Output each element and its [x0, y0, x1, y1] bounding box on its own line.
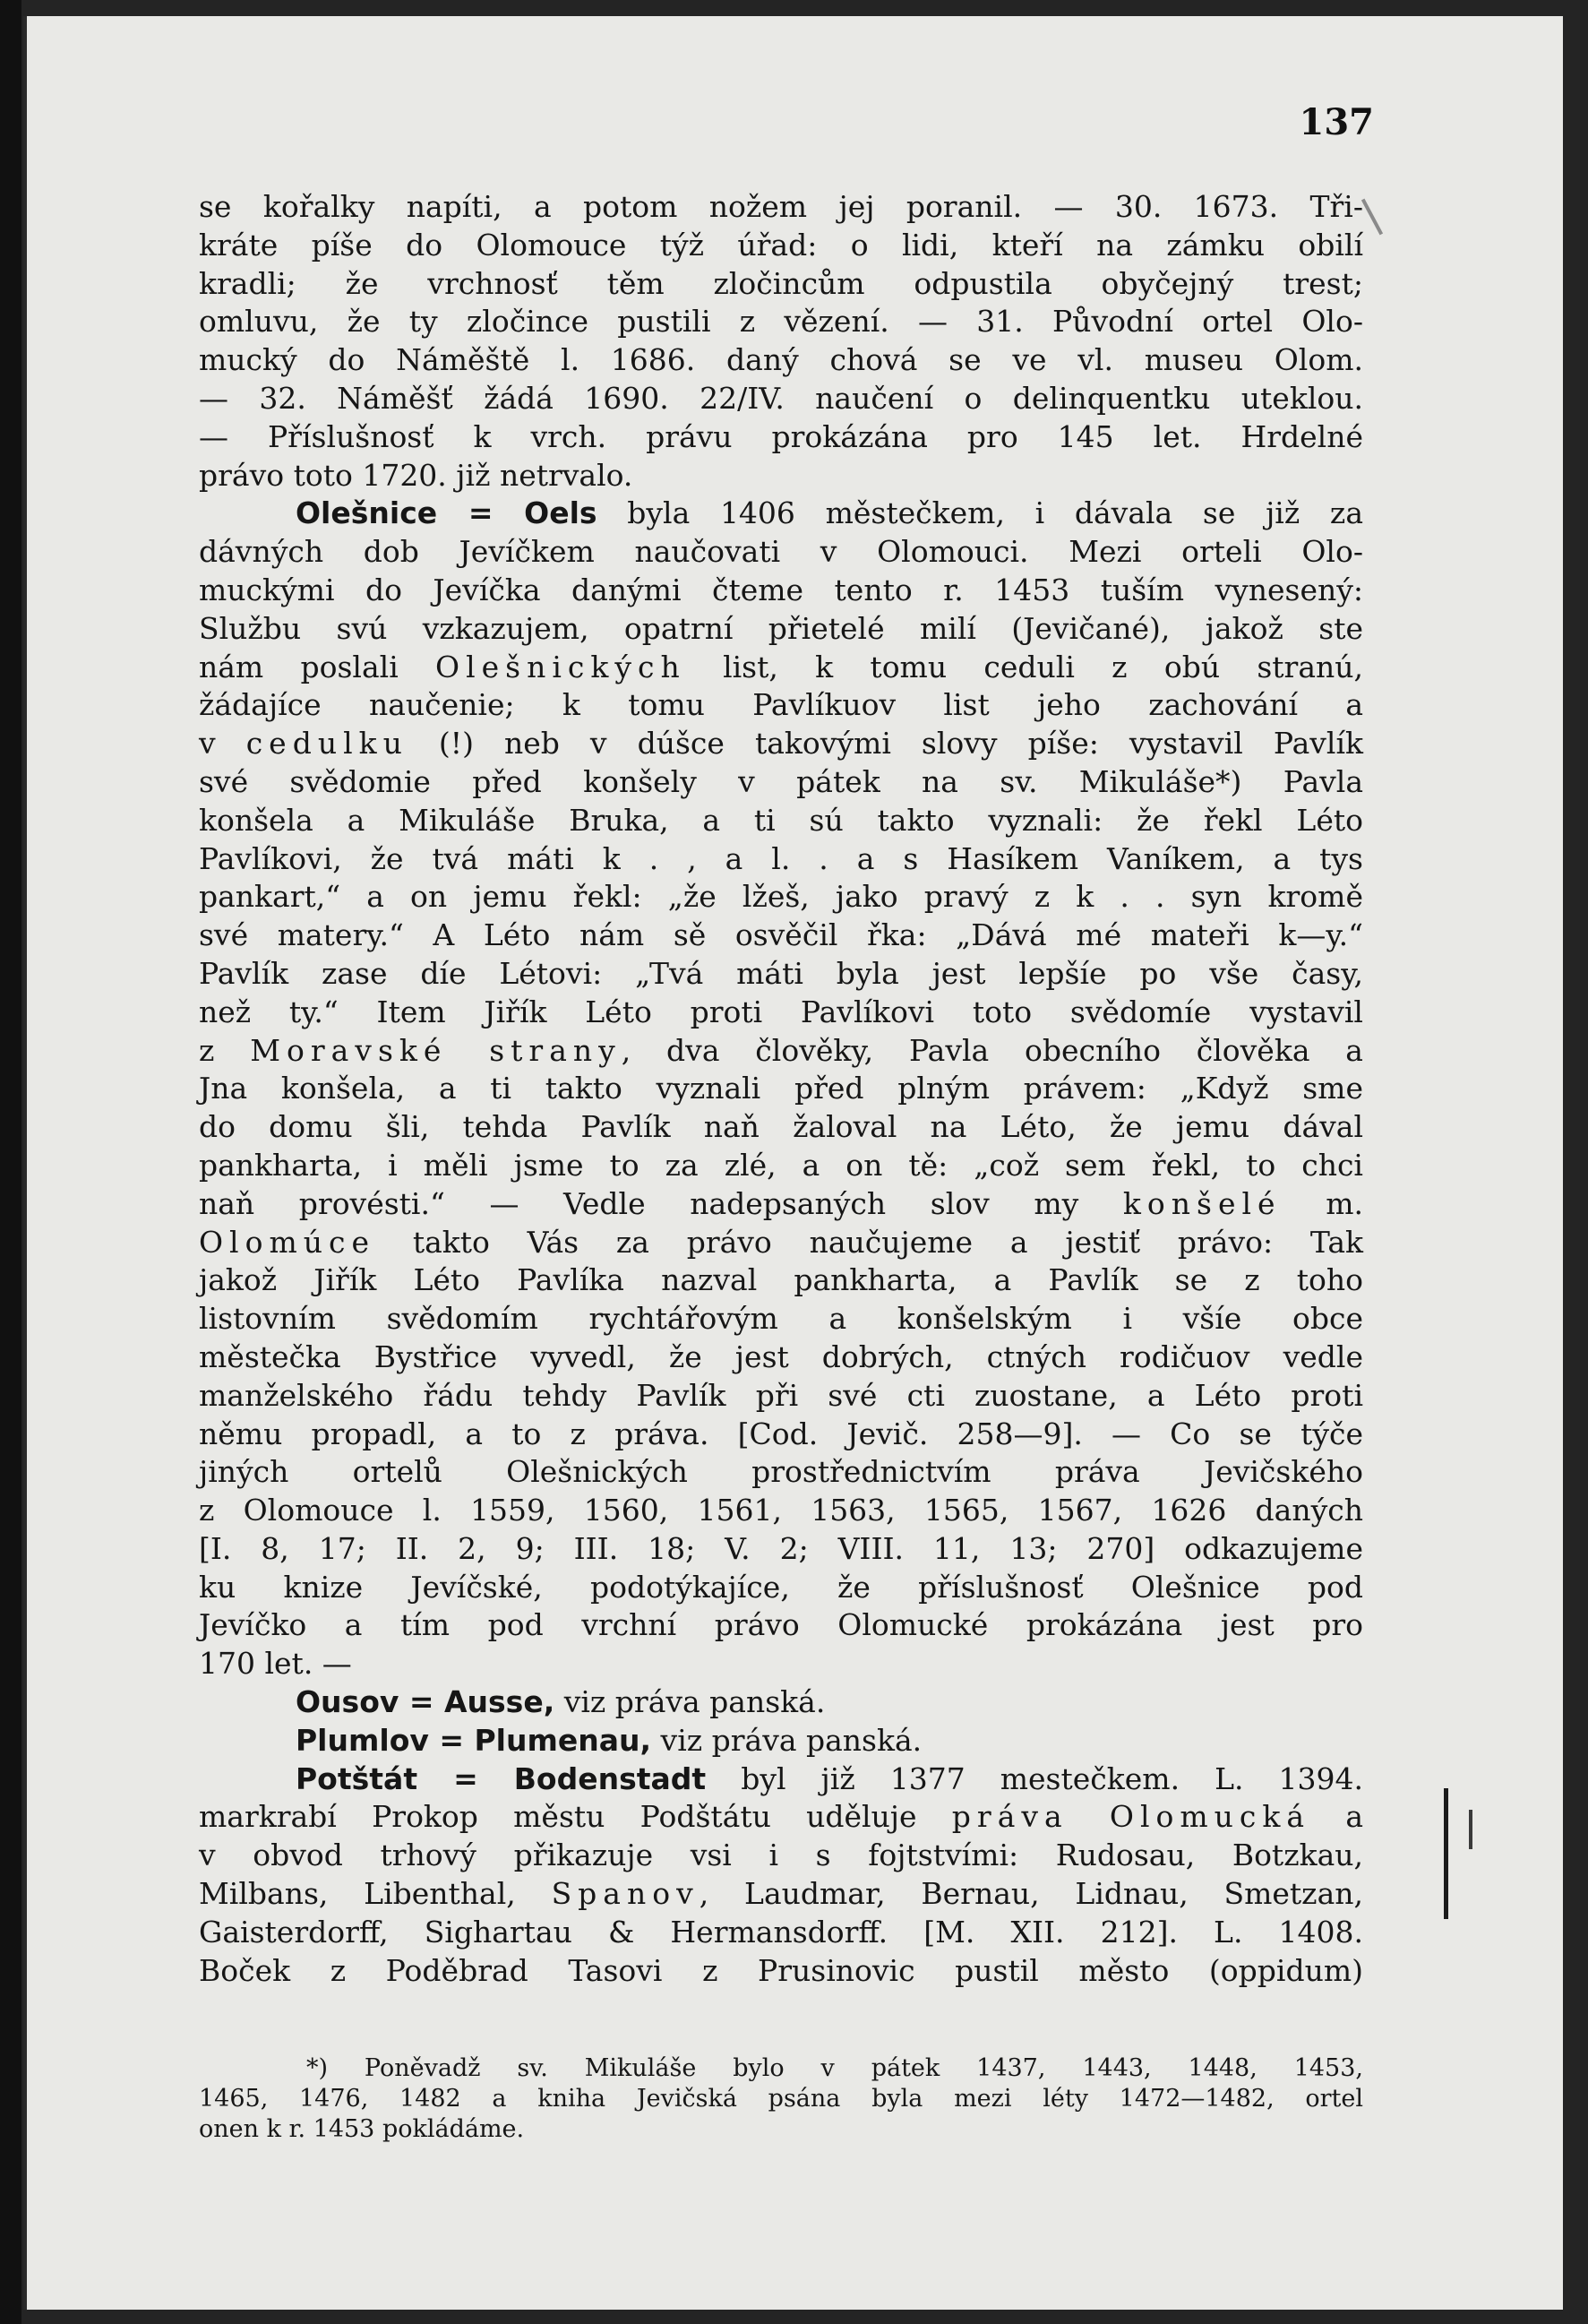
- text-line: pankharta, i měli jsme to za zlé, a on tě: „což sem řekl, to chci: [199, 1147, 1363, 1183]
- text-line: kradli; že vrchnosť těm zločincům odpustila obyčejný trest;: [199, 265, 1363, 301]
- text-line: jiných ortelů Olešnických prostřednictvím práva Jevičského: [199, 1454, 1363, 1490]
- text-line: [199, 725, 1363, 763]
- text-line: [199, 1185, 1363, 1224]
- text-line: Jevíčko a tím pod vrchní právo Olomucké prokázána jest pro: [199, 1607, 1363, 1643]
- text-line: v obvod trhový přikazuje vsi i s fojtstvími: Rudosau, Botzkau,: [199, 1838, 1363, 1873]
- text-fragment: nám poslali: [199, 649, 436, 684]
- text-line: omluvu, že ty zločince pustili z vězení. — 31. Původní ortel Olo-: [199, 304, 1363, 340]
- text-line: pankart,“ a on jemu řekl: „že lžeš, jako pravý z k . . syn kromě: [199, 879, 1363, 915]
- text-line: listovním svědomím rychtářovým a konšelským i všíe obce: [199, 1301, 1363, 1337]
- footnote: [199, 2053, 1363, 2145]
- text-line: dávných dob Jevíčkem naučovati v Olomouci. Mezi orteli Olo-: [199, 534, 1363, 570]
- spaced-text: Spanov: [551, 1876, 700, 1912]
- text-line: [199, 1032, 1363, 1071]
- entry-potstat: [199, 1760, 1363, 1799]
- text-fragment: markrabí Prokop městu Podštátu uděluje: [199, 1799, 952, 1835]
- text-line: [199, 649, 1363, 687]
- footnote-line: 1465, 1476, 1482 a kniha Jevičská psána byla mezi léty 1472—1482, ortel: [199, 2085, 1363, 2113]
- margin-mark: [1444, 1788, 1448, 1919]
- text-fragment: (!) neb v dúšce takovými slovy píše: vystavil Pavlík: [408, 726, 1363, 762]
- entry-plumlov: [199, 1722, 1363, 1760]
- text-line: [I. 8, 17; II. 2, 9; III. 18; V. 2; VIII. 11, 13; 270] odkazujeme: [199, 1530, 1363, 1566]
- text-line: ku knize Jevíčské, podotýkajíce, že příslušnosť Olešnice pod: [199, 1569, 1363, 1605]
- entry-heading-olesnice: Olešnice = Oels: [296, 495, 597, 531]
- text-line: němu propadl, a to z práva. [Cod. Jevič. 258—9]. — Co se týče: [199, 1416, 1363, 1451]
- text-line: z Olomouce l. 1559, 1560, 1561, 1563, 1565, 1567, 1626 daných: [199, 1493, 1363, 1528]
- text-fragment: , dva člověky, Pavla obecního člověka a: [621, 1032, 1363, 1068]
- text-line: do domu šli, tehda Pavlík naň žaloval na Léto, že jemu dával: [199, 1109, 1363, 1145]
- entry-olesnice: [199, 495, 1363, 533]
- main-text: [199, 188, 1363, 1990]
- text-line: kráte píše do Olomouce týž úřad: o lidi, kteří na zámku obilí: [199, 227, 1363, 263]
- text-line: než ty.“ Item Jiřík Léto proti Pavlíkovi toto svědomíe vystavil: [199, 994, 1363, 1029]
- text-fragment: Milbans, Libenthal,: [199, 1876, 552, 1912]
- text-line: své matery.“ A Léto nám sě osvěčil řka: „Dává mé mateři k—y.“: [199, 917, 1363, 953]
- text-fragment: takto Vás za právo naučujeme a jestiť právo: Tak: [375, 1224, 1363, 1260]
- spaced-text: Olešnických: [435, 649, 686, 684]
- text-fragment: viz práva panská.: [651, 1722, 923, 1758]
- text-line: — Příslušnosť k vrch. právu prokázána pro 145 let. Hrdelné: [199, 418, 1363, 454]
- text-line: jakož Jiřík Léto Pavlíka nazval pankharta, a Pavlík se z toho: [199, 1262, 1363, 1298]
- entry-heading-potstat: Potštát = Bodenstadt: [296, 1760, 707, 1796]
- text-line: Pavlíkovi, že tvá máti k . , a l. . a s Hasíkem Vaníkem, a tys: [199, 840, 1363, 876]
- text-fragment: m.: [1281, 1185, 1363, 1221]
- spaced-text: Olomúce: [199, 1224, 376, 1260]
- text-line: Boček z Poděbrad Tasovi z Prusinovic pustil město (oppidum): [199, 1952, 1363, 1988]
- text-fragment: v: [199, 726, 246, 762]
- text-line: své svědomie před konšely v pátek na sv. Mikuláše*) Pavla: [199, 763, 1363, 799]
- text-line: 170 let. —: [199, 1646, 352, 1682]
- text-line: [199, 1798, 1363, 1837]
- entry-heading-ousov: Ousov = Ausse,: [296, 1684, 555, 1720]
- text-fragment: byla 1406 městečkem, i dávala se již za: [597, 495, 1363, 531]
- text-line: konšela a Mikuláše Bruka, a ti sú takto vyznali: že řekl Léto: [199, 802, 1363, 838]
- text-line: Službu svú vzkazujem, opatrní přietelé milí (Jevičané), jakož ste: [199, 610, 1363, 646]
- text-line: Jna konšela, a ti takto vyznali před plným právem: „Když sme: [199, 1071, 1363, 1106]
- text-line: muckými do Jevíčka danými čteme tento r. 1453 tuším vynesený:: [199, 572, 1363, 607]
- entry-ousov: [199, 1683, 1363, 1722]
- spaced-text: práva Olomucká: [951, 1799, 1311, 1835]
- text-fragment: a: [1310, 1799, 1363, 1835]
- text-line: žádajíce naučenie; k tomu Pavlíkuov list jeho zachování a: [199, 687, 1363, 723]
- text-line: Gaisterdorff, Sighartau & Hermansdorff. [M. XII. 212]. L. 1408.: [199, 1914, 1363, 1950]
- text-fragment: viz práva panská.: [554, 1684, 826, 1720]
- margin-tick: [1469, 1810, 1472, 1849]
- text-line: Pavlík zase díe Létovi: „Tvá máti byla jest lepšíe po vše časy,: [199, 955, 1363, 991]
- text-fragment: z: [199, 1032, 251, 1068]
- text-line: — 32. Náměšť žádá 1690. 22/IV. naučení o delinquentku uteklou.: [199, 380, 1363, 416]
- text-fragment: list, k tomu ceduli z obú stranú,: [685, 649, 1363, 684]
- text-fragment: byl již 1377 mestečkem. L. 1394.: [706, 1760, 1363, 1796]
- text-line: [199, 1875, 1363, 1914]
- spaced-text: Moravské strany: [250, 1032, 622, 1068]
- text-fragment: naň provésti.“ — Vedle nadepsaných slov my: [199, 1185, 1123, 1221]
- text-line: právo toto 1720. již netrvalo.: [199, 457, 633, 493]
- spaced-text: konšelé: [1122, 1185, 1282, 1221]
- spaced-text: cedulku: [245, 726, 408, 762]
- footnote-line: onen k r. 1453 pokládáme.: [199, 2115, 525, 2143]
- text-line: [199, 1224, 1363, 1262]
- page-number: 137: [1299, 101, 1374, 143]
- text-line: městečka Bystřice vyvedl, že jest dobrých, ctných rodičuov vedle: [199, 1338, 1363, 1374]
- text-line: mucký do Náměště l. 1686. daný chová se ve vl. museu Olom.: [199, 342, 1363, 378]
- text-fragment: , Laudmar, Bernau, Lidnau, Smetzan,: [699, 1876, 1363, 1912]
- entry-heading-plumlov: Plumlov = Plumenau,: [296, 1722, 652, 1758]
- text-line: se kořalky napíti, a potom nožem jej poranil. — 30. 1673. Tři-: [199, 189, 1363, 224]
- footnote-line: *) Poněvadž sv. Mikuláše bylo v pátek 1437, 1443, 1448, 1453,: [306, 2054, 1363, 2082]
- text-line: manželského řádu tehdy Pavlík při své cti zuostane, a Léto proti: [199, 1377, 1363, 1413]
- book-spine-edge: [0, 0, 21, 2324]
